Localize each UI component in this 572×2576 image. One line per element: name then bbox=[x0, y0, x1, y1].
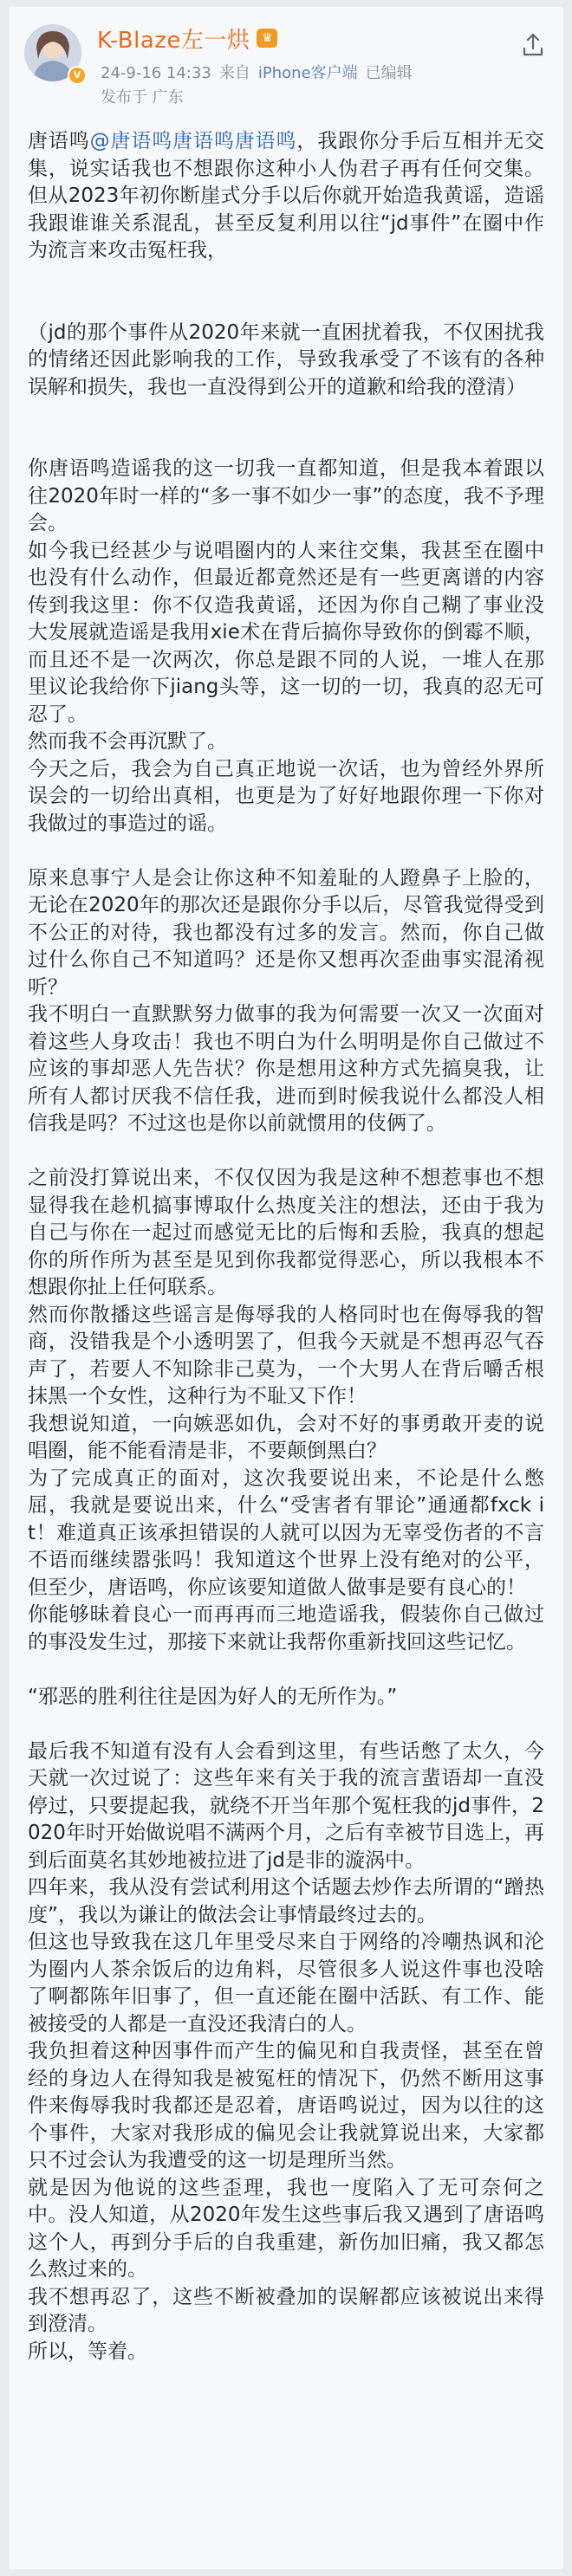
paragraph: （jd的那个事件从2020年来就一直困扰着我，不仅困扰我的情绪还因此影响我的工作，导致我承受了不该有的各种误解和损失，我也一直没得到公开的道歉和给我的澄清） bbox=[28, 320, 544, 398]
paragraph: 今天之后，我会为自己真正地说一次话，也为曾经外界所误会的一切给出真相，也更是为了好好地跟你理一下你对我做过的事造过的谣。 bbox=[28, 757, 544, 835]
paragraph: 我不想再忍了，这些不断被叠加的误解都应该被说出来得到澄清。 bbox=[28, 2285, 544, 2335]
quote-paragraph: “邪恶的胜利往往是因为好人的无所作为。” bbox=[28, 1685, 398, 1708]
spacer bbox=[28, 265, 544, 320]
paragraph: 原来息事宁人是会让你这种不知羞耻的人蹬鼻子上脸的，无论在2020年的那次还是跟你分手以后，尽管我觉得受到不公正的对待，我也都没有过多的发言。然而，你自己做过什么你自己不知道吗？还是你又想再次歪曲事实混淆视听？ bbox=[28, 866, 544, 999]
share-icon[interactable] bbox=[520, 31, 546, 57]
paragraph: 你能够昧着良心一而再再而三地造谣我，假装你自己做过的事没发生过，那接下来就让我帮你重新找回这些记忆。 bbox=[28, 1603, 544, 1654]
source-prefix: 来自 bbox=[218, 64, 250, 82]
paragraph: 之前没打算说出来，不仅仅因为我是这种不想惹事也不想显得我在趁机搞事博取什么热度关注的想法，还由于我为自己与你在一起过而感觉无比的后悔和丢脸，我真的想起你的所作所为甚至是见到你我都觉得恶心，所以我根本不想跟你扯上任何联系。 bbox=[28, 1167, 544, 1298]
mention-link[interactable]: @唐语鸣唐语鸣唐语鸣 bbox=[89, 130, 297, 152]
paragraph-opening bbox=[28, 128, 544, 265]
spacer bbox=[28, 1711, 544, 1738]
paragraph: 就是因为他说的这些歪理，我也一度陷入了无可奈何之中。没人知道，从2020年发生这些事后我又遇到了唐语鸣这个人，再到分手后的自我重建，新伤加旧痛，我又都怎么熬过来的。 bbox=[28, 2176, 544, 2281]
paragraph: 我不明白一直默默努力做事的我为何需要一次又一次面对着这些人身攻击！我也不明白为什么明明是你自己做过不应该的事却恶人先告状？你是想用这种方式先搞臭我，让所有人都讨厌我不信任我，进而到时候我说什么都没人相信我是吗？不过这也是你以前就惯用的伎俩了。 bbox=[28, 1003, 544, 1135]
paragraph: 我负担着这种因事件而产生的偏见和自我责怪，甚至在曾经的身边人在得知我是被冤枉的情况下，仍然不断用这事件来侮辱我时我都还是忍着，唐语鸣说过，因为以往的这个事件，大家对我形成的偏见会让我就算说出来，大家都只不过会认为我遭受的这一切是理所当然。 bbox=[28, 2040, 544, 2171]
weibo-post-card bbox=[9, 7, 563, 2569]
spacer bbox=[28, 838, 544, 865]
text: ，我跟你分手后互相并无交集，说实话我也不想跟你这种小人伪君子再有任何交集。但从2023年初你断崖式分手以后你就开始造我黄谣，造谣我跟谁谁关系混乱，甚至反复利用以往“jd事件”在圈中作为流言来攻击冤枉我， bbox=[28, 130, 544, 262]
paragraph: 但这也导致我在这几年里受尽来自于网络的冷嘲热讽和沦为圈内人茶余饭后的边角料，尽管很多人说这件事也没啥了啊都陈年旧事了，但一直还能在圈中活跃、有工作、能被接受的人都是一直没还我清白的人。 bbox=[28, 1931, 544, 2036]
post-meta bbox=[101, 61, 420, 83]
post-content bbox=[28, 128, 544, 2366]
paragraph: 最后我不知道有没有人会看到这里，有些话憋了太久，今天就一次过说了：这些年来有关于我的流言蜚语却一直没停过，只要提起我，就绕不开当年那个冤枉我的jd事件，2020年时开始做说唱不满两个月，之后有幸被节目选上，再到后面莫名其妙地被拉进了jd是非的漩涡中。 bbox=[28, 1739, 544, 1872]
paragraph: 如今我已经甚少与说唱圈内的人来往交集，我甚至在圈中也没有什么动作，但最近都竟然还是有一些更离谱的内容传到我这里：你不仅造我黄谣，还因为你自己糊了事业没大发展就造谣是我用xie术在背后搞你导致你的倒霉不顺，而且还不是一次两次，你总是跟不同的人说，一堆人在那里议论我给你下jiang头等，这一切的一切，我真的忍无可忍了。 bbox=[28, 539, 544, 726]
spacer bbox=[28, 401, 544, 456]
paragraph: 然而你散播这些谣言是侮辱我的人格同时也在侮辱我的智商，没错我是个小透明罢了，但我今天就是不想再忍气吞声了，若要人不知除非己莫为，一个大男人在背后嚼舌根抹黑一个女性，这种行为不耻又下作！ bbox=[28, 1303, 544, 1408]
paragraph: 你唐语鸣造谣我的这一切我一直都知道，但是我本着跟以往2020年时一样的“多一事不如少一事”的态度，我不予理会。 bbox=[28, 457, 544, 534]
user-line bbox=[97, 24, 277, 52]
text: 唐语鸣 bbox=[28, 130, 90, 152]
paragraph: 我想说知道，一向嫉恶如仇，会对不好的事勇敢开麦的说唱圈，能不能看清是非，不要颠倒黑白？ bbox=[28, 1412, 544, 1462]
edited-label[interactable]: 已编辑 bbox=[365, 64, 413, 82]
verified-badge-icon: V bbox=[68, 66, 87, 85]
paragraph: 为了完成真正的面对，这次我要说出来，不论是什么憋屈，我就是要说出来，什么“受害者有罪论”通通都fxck it！难道真正该承担错误的人就可以因为无辜受伤者的不言不语而继续嚣张吗！我知道这个世界上没有绝对的公平，但至少，唐语鸣，你应该要知道做人做事是要有良心的！ bbox=[28, 1466, 544, 1599]
spacer bbox=[28, 1656, 544, 1684]
paragraph: 四年来，我从没有尝试利用这个话题去炒作去所谓的“蹭热度”，我以为谦让的做法会让事情最终过去的。 bbox=[28, 1876, 544, 1926]
user-name[interactable]: K-Blaze左一烘 bbox=[97, 27, 250, 54]
vip-crown-icon: ♛ bbox=[257, 29, 277, 48]
post-timestamp: 24-9-16 14:33 bbox=[101, 64, 211, 82]
post-location: 发布于 广东 bbox=[101, 88, 184, 107]
client-source[interactable]: iPhone客户端 bbox=[257, 64, 358, 82]
spacer bbox=[28, 1138, 544, 1166]
closing-paragraph: 所以，等着。 bbox=[28, 2340, 147, 2363]
paragraph: 然而我不会再沉默了。 bbox=[28, 730, 227, 753]
post-header bbox=[9, 7, 563, 107]
